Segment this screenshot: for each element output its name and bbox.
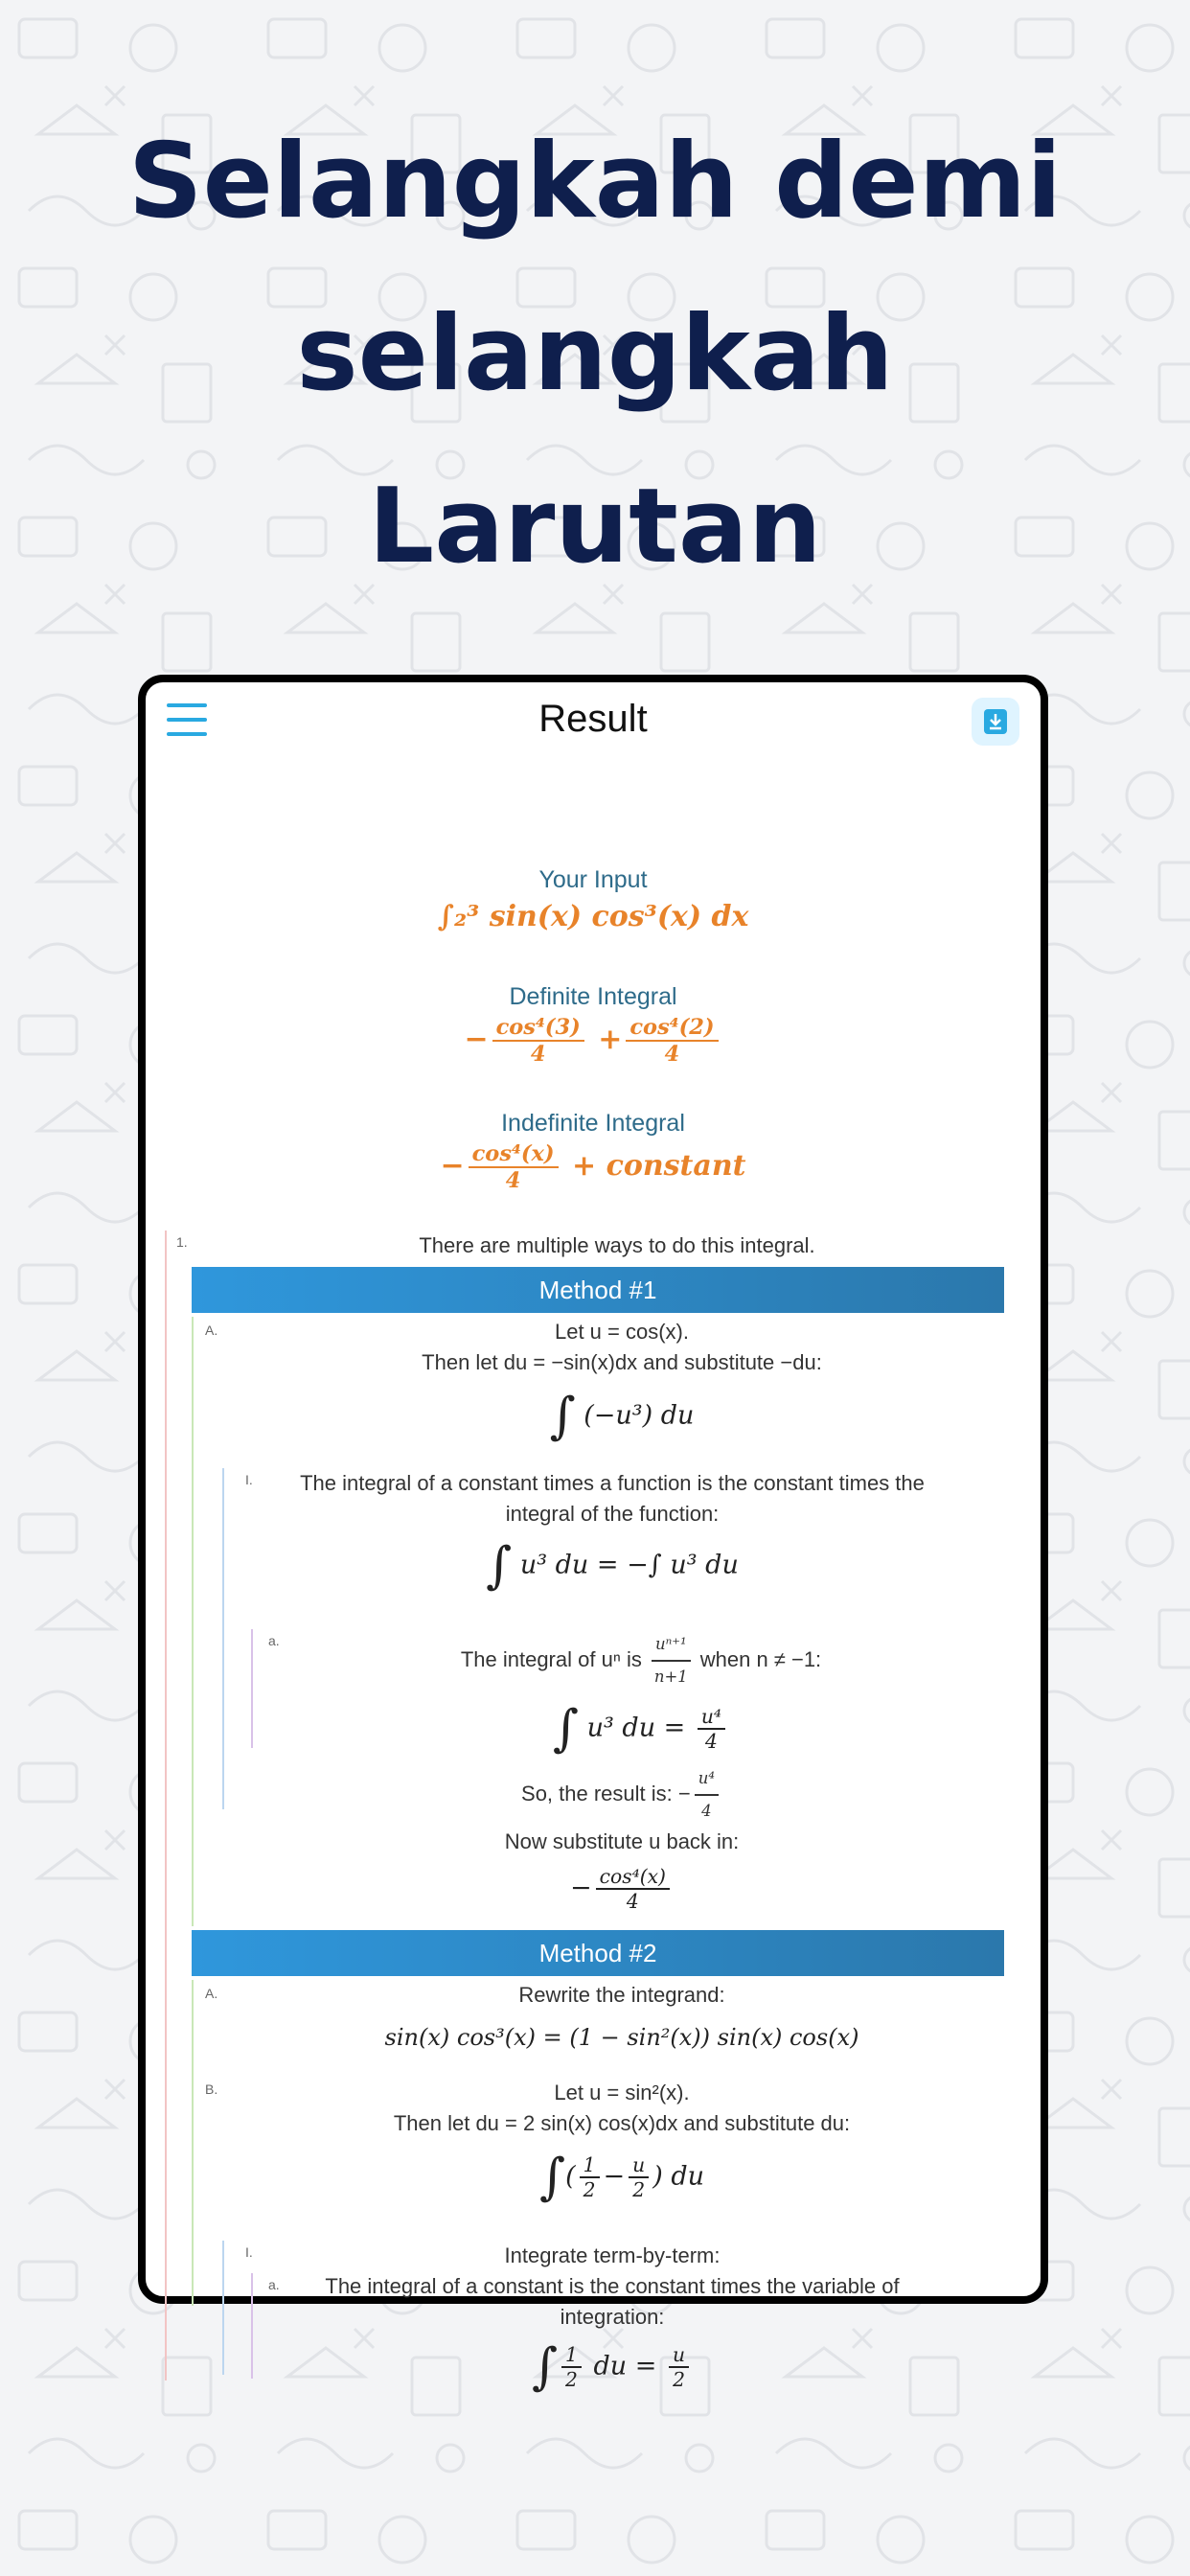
method1-ia-marker: a. (268, 1633, 280, 1648)
method1-final-equation: − $\frac{\text{cos⁴(x)}}{4}$ (203, 1865, 1041, 1913)
method2-b-num1: 1 (580, 2153, 600, 2178)
method1-a-eq-text: (−u³) du (584, 1400, 695, 1431)
method2-i-text: Integrate term-by-term: (504, 2243, 721, 2267)
step1-guide-line (165, 1230, 167, 2380)
method2-ia-marker: a. (268, 2277, 280, 2292)
method2-b-den1: 2 (583, 2178, 596, 2201)
method2-b-line1: Let u = sin²(x). (554, 2081, 690, 2104)
method1-ia-text-pre: The integral of uⁿ is (460, 1646, 642, 1671)
method1-i-guide-line (222, 1468, 224, 1809)
method1-i-text: The integral of a constant times a function is the constant times the integral of the function: (300, 1471, 925, 1526)
definite-term2-num: cos⁴(2) (626, 1015, 718, 1042)
method1-result-den: 4 (701, 1802, 712, 1820)
method2-ia-num: 1 (561, 2343, 582, 2368)
indefinite-result: − $\frac{\text{cos⁴(x)}}{4}$ + constant (440, 1141, 746, 1193)
method1-guide-line (192, 1317, 194, 1926)
method2-b-den2: 2 (632, 2178, 646, 2201)
method2-b-num2: u (629, 2153, 649, 2178)
definite-term1-num: cos⁴(3) (492, 1015, 584, 1042)
indefinite-constant: + constant (572, 1149, 746, 1183)
page-title: Result (538, 698, 648, 740)
step1-marker: 1. (176, 1234, 188, 1250)
method1-final-num: cos⁴(x) (596, 1865, 670, 1890)
promo-headline (0, 96, 1190, 613)
method2-ia-rhs-num: u (669, 2343, 689, 2368)
definite-result: − $\frac{\text{cos⁴(3)}}{4}$ + $\frac{\text{cos⁴(2)}}{4}$ (146, 1015, 1041, 1067)
method2-ia-guide-line (251, 2273, 253, 2379)
method2-guide-line (192, 1980, 194, 2306)
headline-line-3: Larutan (368, 467, 822, 586)
definite-term1-den: 4 (530, 1042, 546, 1067)
method2-ia-rhs-den: 2 (673, 2368, 685, 2391)
method1-ia-guide-line (251, 1629, 253, 1748)
headline-line-2: selangkah (296, 294, 894, 414)
method1-a-line2: Then let du = −sin(x)dx and substitute −du: (422, 1350, 822, 1374)
method1-a-marker: A. (205, 1322, 218, 1338)
method1-a-equation: ∫ (−u³) du (549, 1388, 695, 1445)
method1-i-marker: I. (245, 1472, 253, 1487)
method1-ia-eq-lhs: u³ du = (586, 1713, 686, 1743)
indefinite-label: Indefinite Integral (501, 1110, 685, 1137)
method1-ia-eq-den: 4 (705, 1730, 718, 1753)
method1-ia-text (280, 1629, 1002, 1692)
indefinite-den: 4 (505, 1168, 521, 1193)
method2-i-marker: I. (245, 2244, 253, 2260)
method2-ia-den: 2 (565, 2368, 578, 2391)
method2-header: Method #2 (192, 1930, 1004, 1976)
method2-a-text: Rewrite the integrand: (518, 1983, 725, 2007)
method1-result-prefix: So, the result is: − (521, 1781, 691, 1806)
method1-ia-frac-num: uⁿ⁺¹ (652, 1629, 691, 1662)
method1-ia-frac-den: n+1 (653, 1668, 688, 1686)
method2-ia-equation: ∫ $\frac{1}{2}$ du = $\frac{u}{2}$ (280, 2338, 945, 2396)
method2-a-equation: sin(x) cos³(x) = (1 − sin²(x)) sin(x) cos(x) (384, 2024, 859, 2051)
method2-i-guide-line (222, 2241, 224, 2375)
definite-term2-den: 4 (664, 1042, 680, 1067)
method1-i-equation: ∫ u³ du = −∫ u³ du (486, 1537, 739, 1595)
indefinite-num: cos⁴(x) (469, 1141, 559, 1168)
method1-ia-eq-num: u⁴ (698, 1705, 725, 1730)
download-icon (984, 709, 1007, 734)
headline-line-1: Selangkah demi (127, 122, 1063, 242)
method1-back-text: Now substitute u back in: (504, 1829, 740, 1853)
device-frame (138, 675, 1048, 2396)
method2-b-line2: Then let du = 2 sin(x) cos(x)dx and substitute du: (393, 2111, 851, 2135)
method1-i-eq-text: u³ du = −∫ u³ du (519, 1550, 739, 1580)
method1-header: Method #1 (192, 1267, 1004, 1313)
method2-b-equation: ∫( $\frac{1}{2}$ − $\frac{u}{2}$ ) du (539, 2149, 704, 2206)
method2-ia-text: The integral of a constant is the constant times the variable of integration: (325, 2274, 900, 2329)
download-button[interactable] (972, 698, 1019, 746)
method1-ia-text-post: when n ≠ −1: (699, 1646, 822, 1671)
step1-text: There are multiple ways to do this integral. (419, 1233, 815, 1257)
input-label: Your Input (538, 866, 648, 893)
definite-label: Definite Integral (509, 983, 677, 1010)
method1-result-num: u⁴ (695, 1763, 719, 1796)
method1-final-den: 4 (626, 1890, 639, 1913)
app-topbar (146, 682, 1041, 763)
method2-a-marker: A. (205, 1986, 218, 2001)
method1-ia-equation: ∫ u³ du = $\frac{\text{u⁴}}{4}$ (280, 1700, 1002, 1758)
method2-b-marker: B. (205, 2082, 218, 2097)
input-expression: ∫₂³ sin(x) cos³(x) dx (437, 900, 749, 933)
method1-result-text (203, 1763, 1041, 1827)
method1-a-line1: Let u = cos(x). (554, 1320, 689, 1344)
